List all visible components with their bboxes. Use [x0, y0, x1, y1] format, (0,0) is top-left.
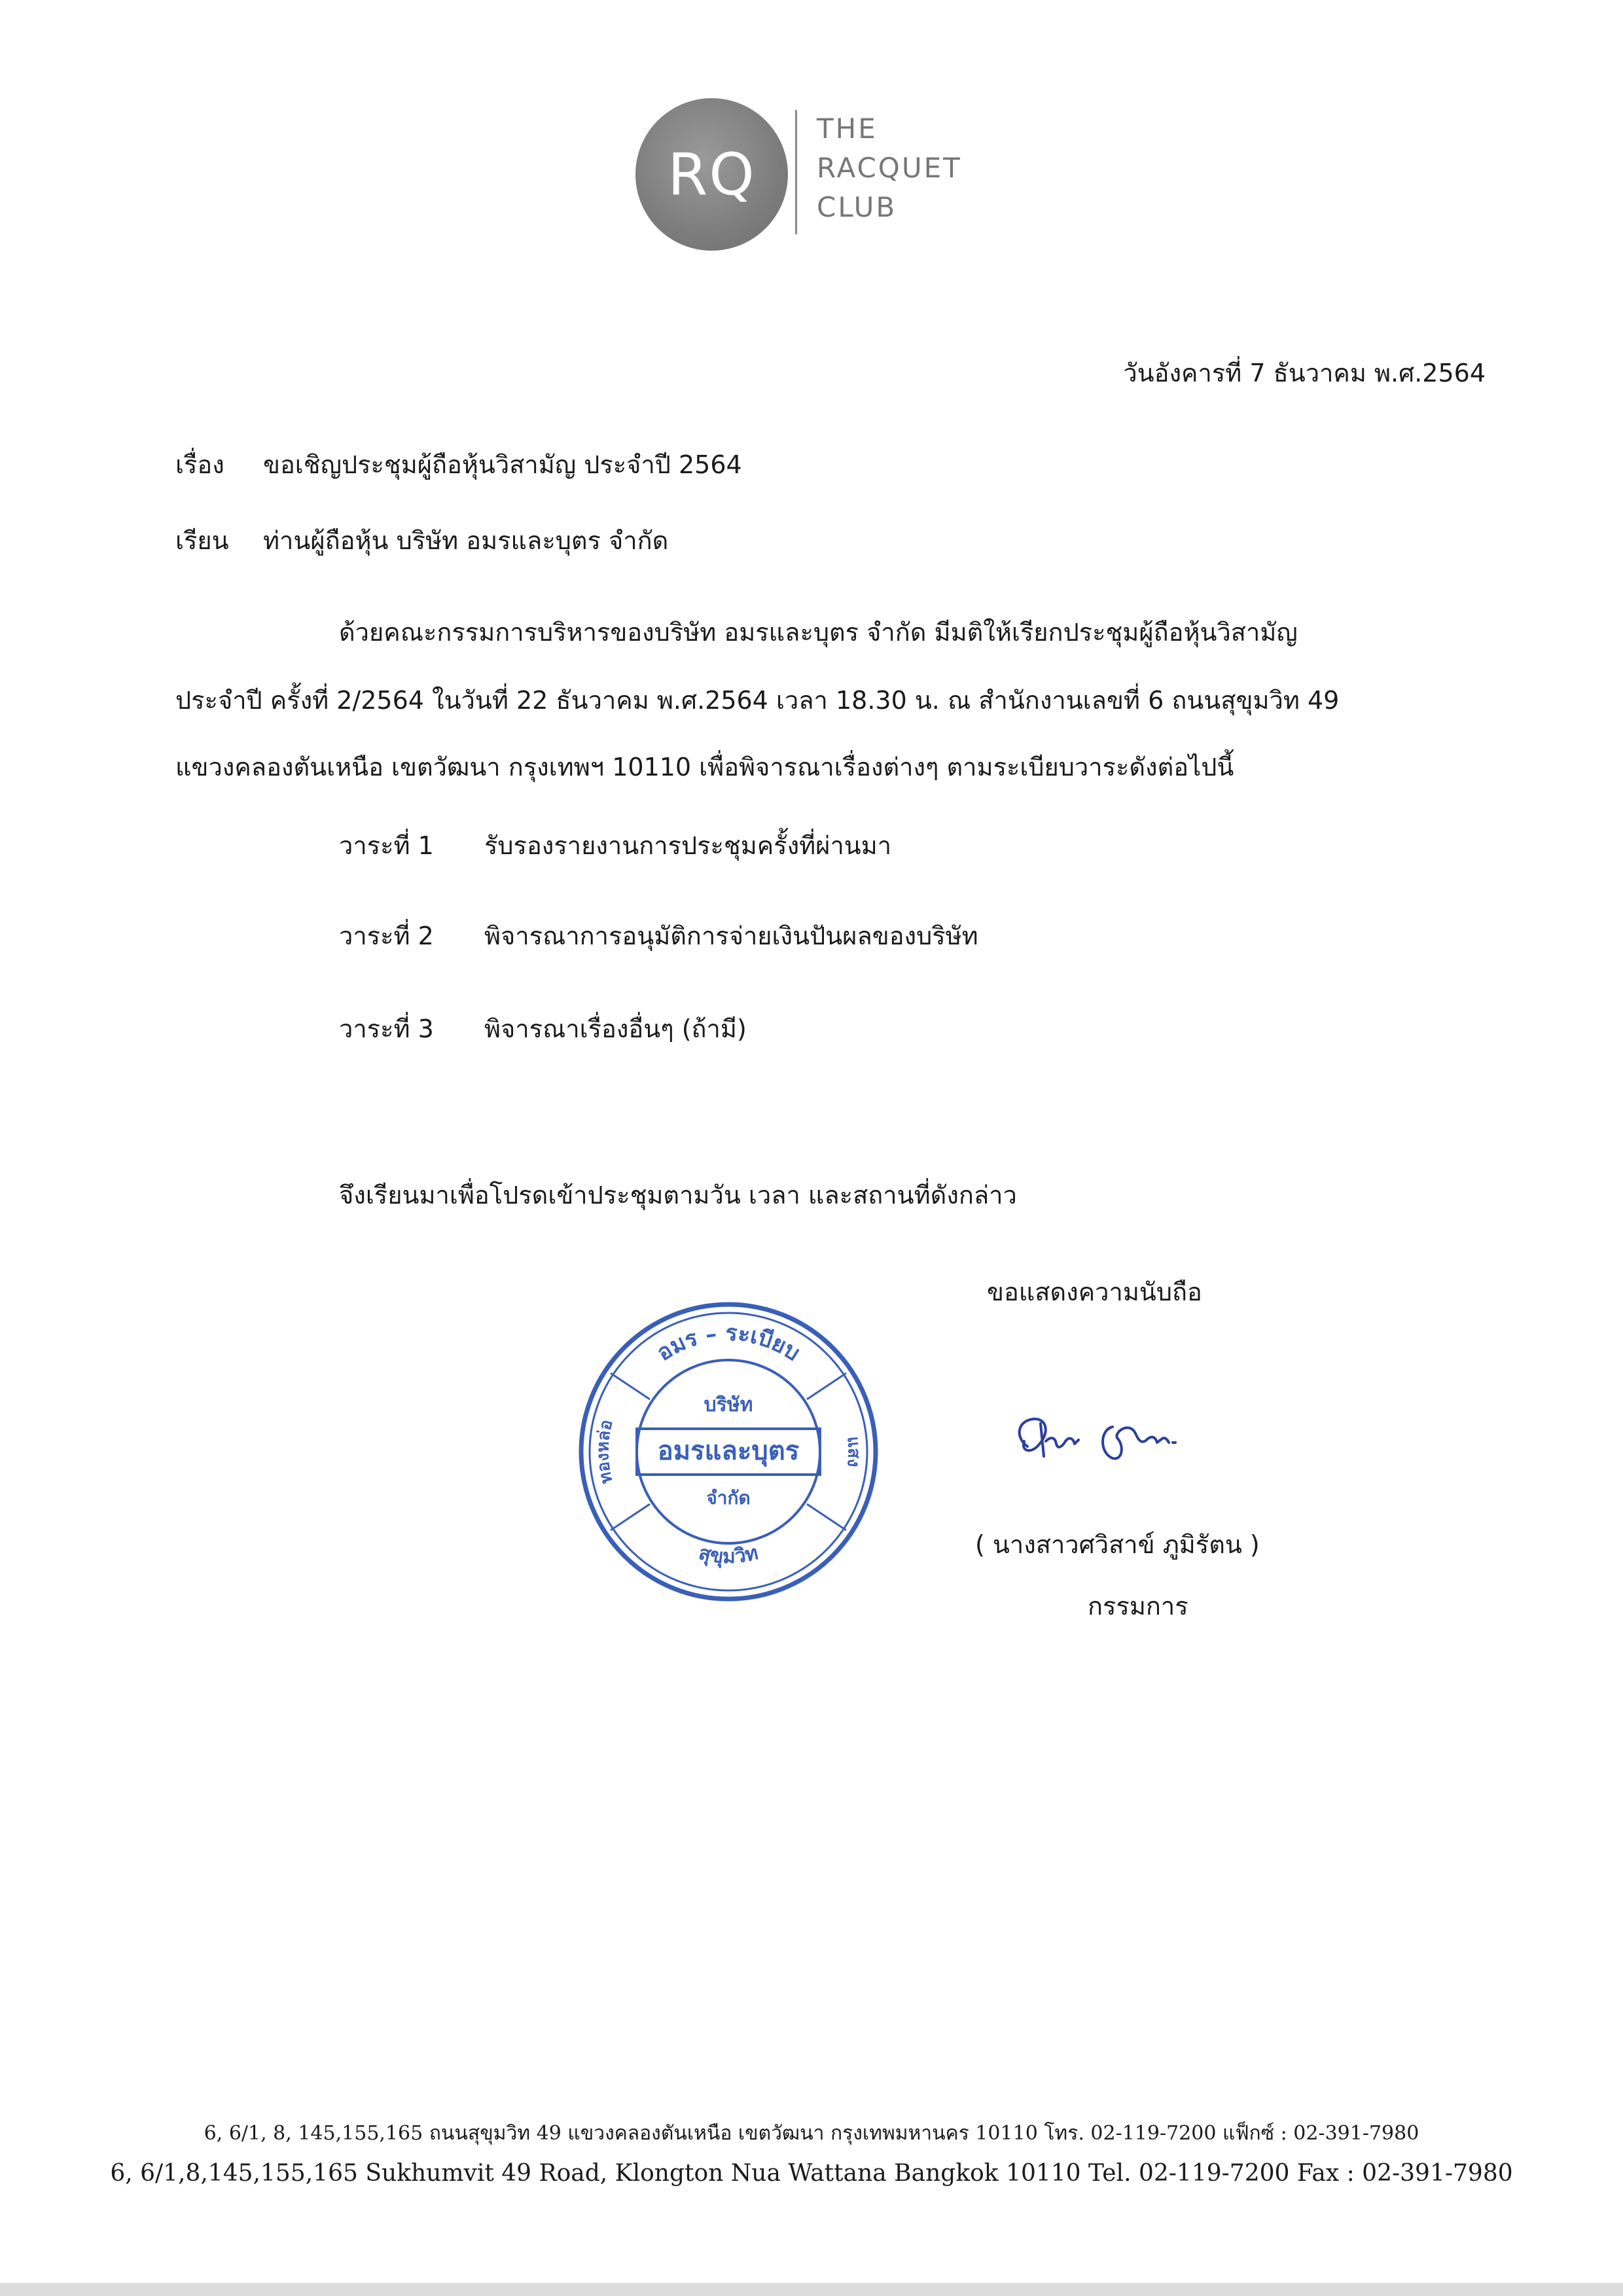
- agenda-label-1: วาระที่ 1: [339, 831, 434, 860]
- agenda-label-2: วาระที่ 2: [339, 922, 434, 950]
- logo-divider: [795, 110, 797, 234]
- stamp-left-arc: ทองหล่อ: [593, 1418, 617, 1486]
- to-text: ท่านผู้ถือหุ้น บริษัท อมรและบุตร จำกัด: [263, 526, 669, 555]
- stamp-right-arc: แสง: [843, 1435, 864, 1468]
- stamp-top-arc: อมร – ระเบียบ: [652, 1319, 805, 1367]
- scan-edge: [0, 2283, 1623, 2296]
- agenda-text-3: พิจารณาเรื่องอื่นๆ (ถ้ามี): [484, 1014, 747, 1043]
- stamp-center-main: อมรและบุตร: [657, 1436, 800, 1466]
- agenda-text-1: รับรองรายงานการประชุมครั้งที่ผ่านมา: [484, 831, 892, 860]
- signatory-title: กรรมการ: [1088, 1592, 1188, 1621]
- signatory-name: ( นางสาวศวิสาข์ ภูมิรัตน ): [975, 1530, 1260, 1559]
- subject-text: ขอเชิญประชุมผู้ถือหุ้นวิสามัญ ประจำปี 2564: [263, 450, 742, 479]
- letter-date: วันอังคารที่ 7 ธันวาคม พ.ศ.2564: [1123, 359, 1486, 387]
- agenda-text-2: พิจารณาการอนุมัติการจ่ายเงินปันผลของบริษัท: [484, 922, 978, 950]
- agenda-label-3: วาระที่ 3: [339, 1014, 434, 1043]
- logo-text-racquet: RACQUET: [817, 152, 962, 184]
- body-line-2: ประจำปี ครั้งที่ 2/2564 ในวันที่ 22 ธันวาคม พ.ศ.2564 เวลา 18.30 น. ณ สำนักงานเลขที่ 6 ถนนสุขุมวิท 49: [175, 686, 1340, 715]
- handwritten-signature: [1008, 1401, 1204, 1479]
- company-stamp: [571, 1295, 885, 1609]
- to-label: เรียน: [175, 526, 229, 555]
- footer-address-thai: 6, 6/1, 8, 145,155,165 ถนนสุขุมวิท 49 แขวงคลองตันเหนือ เขตวัฒนา กรุงเทพมหานคร 10110 โทร. 02-119-7200 แฟ็กซ์ : 02-391-7980: [204, 2122, 1419, 2145]
- footer-address-english: 6, 6/1,8,145,155,165 Sukhumvit 49 Road, Klongton Nua Wattana Bangkok 10110 Tel. 02-119-7200 Fax : 02-391-7980: [110, 2160, 1513, 2187]
- stamp-center-top: บริษัท: [704, 1393, 753, 1416]
- logo-text-club: CLUB: [817, 191, 897, 223]
- closing-text: จึงเรียนมาเพื่อโปรดเข้าประชุมตามวัน เวลา และสถานที่ดังกล่าว: [339, 1181, 1017, 1210]
- regards-text: ขอแสดงความนับถือ: [987, 1278, 1202, 1306]
- body-line-3: แขวงคลองตันเหนือ เขตวัฒนา กรุงเทพฯ 10110 เพื่อพิจารณาเรื่องต่างๆ ตามระเบียบวาระดังต่อไปนี้: [175, 753, 1234, 781]
- logo-monogram: RQ: [668, 141, 756, 208]
- body-line-1: ด้วยคณะกรรมการบริหารของบริษัท อมรและบุตร จำกัด มีมติให้เรียกประชุมผู้ถือหุ้นวิสามัญ: [339, 618, 1298, 647]
- stamp-bottom-arc: สุขุมวิท: [696, 1541, 760, 1569]
- subject-label: เรื่อง: [175, 450, 224, 479]
- stamp-center-bottom: จำกัด: [706, 1487, 751, 1509]
- logo-text-the: THE: [817, 113, 878, 145]
